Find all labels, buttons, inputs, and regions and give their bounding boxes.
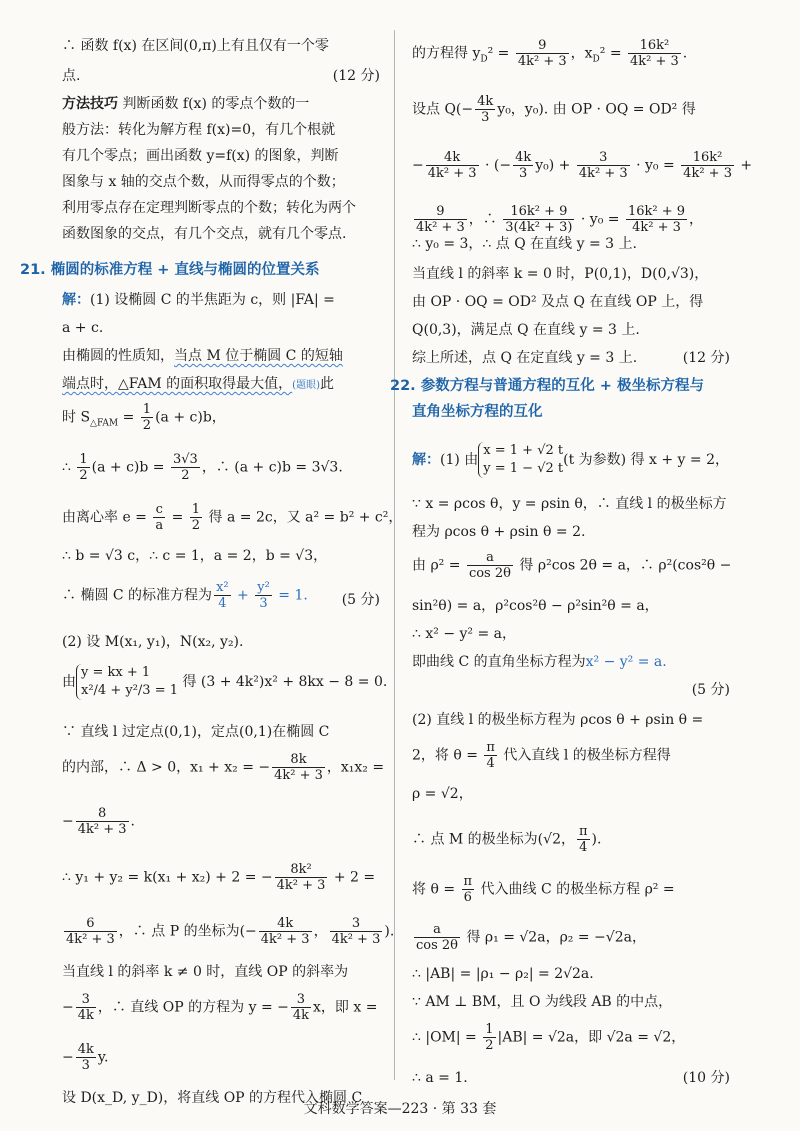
- solution-label: 解：: [62, 292, 90, 308]
- formula-line: 的内部，∴ Δ > 0，x₁ + x₂ = − $\frac{8k}{\text{4k² + 3}}$ ，x₁x₂ =: [62, 752, 385, 783]
- tip-line: 般方法：转化为解方程 f(x)=0，有几个根就: [62, 122, 336, 138]
- formula-line: 由 y = kx + 1 x²/4 + y²/3 = 1 得 (3 + 4k²)x² + 8kx − 8 = 0.: [62, 665, 388, 698]
- text-line: 由椭圆的性质知，当点 M 位于椭圆 C 的短轴: [62, 348, 343, 364]
- formula-line: 2，将 θ = $\frac{\pi}{4}$ 代入直线 l 的极坐标方程得: [412, 740, 671, 771]
- tip-line: 利用零点存在定理判断零点的个数；转化为两个: [62, 200, 356, 216]
- formula-line: (2) 直线 l 的极坐标方程为 ρcos θ + ρsin θ =: [412, 712, 704, 728]
- text-line: 点. (12 分): [62, 68, 380, 84]
- text-line: ∴ 函数 f(x) 在区间(0,π)上有且仅有一个零: [62, 38, 329, 54]
- formula-line: 即曲线 C 的直角坐标方程为x² − y² = a.: [412, 654, 667, 670]
- text-line: ∴ y₀ = 3，∴ 点 Q 在直线 y = 3 上.: [412, 236, 637, 252]
- formula-line: (2) 设 M(x₁, y₁)，N(x₂, y₂).: [62, 634, 244, 650]
- equation-system: x = 1 + √2 t y = 1 − √2 t: [478, 442, 563, 478]
- text-line: 设 D(x_D, y_D)，将直线 OP 的方程代入椭圆 C: [62, 1090, 363, 1106]
- formula-line: $\frac{a}{\cos 2\theta}$ 得 ρ₁ = √2a，ρ₂ = −√2a，: [416, 922, 646, 953]
- tip-line: 方法技巧 判断函数 f(x) 的零点个数的一: [62, 96, 310, 112]
- formula-line: 由 ρ² = $\frac{a}{\cos 2\theta}$ 得 ρ²cos 2θ = a，∴ ρ²(cos²θ −: [412, 550, 732, 581]
- text-line: ∴ a = 1. (10 分): [412, 1070, 730, 1086]
- formula-line: ∴ 椭圆 C 的标准方程为 $\frac{\text{x²}}{4}$ + $\frac{\text{y²}}{3}$ = 1. (5 分): [62, 580, 380, 611]
- score: (12 分): [332, 68, 380, 84]
- score: (12 分): [682, 350, 730, 366]
- formula-line: 解：(1) 由 x = 1 + √2 t y = 1 − √2 t (t 为参数) 得 x + y = 2，: [412, 443, 729, 476]
- text-line: ∵ x = ρcos θ，y = ρsin θ，∴ 直线 l 的极坐标方: [412, 496, 727, 512]
- tip-line: 有几个零点；画出函数 y=f(x) 的图象，判断: [62, 148, 339, 164]
- formula-line: 将 θ = $\frac{\pi}{6}$ 代入曲线 C 的极坐标方程 ρ² =: [412, 874, 675, 905]
- text-line: 程为 ρcos θ + ρsin θ = 2.: [412, 524, 586, 540]
- text-line: 当直线 l 的斜率 k = 0 时，P(0,1)，D(0,√3)，: [412, 266, 709, 282]
- text-line: a + c.: [62, 320, 104, 336]
- text-line: ∵ 直线 l 过定点(0,1)，定点(0,1)在椭圆 C: [62, 724, 330, 740]
- key-note: (题眼): [292, 380, 320, 391]
- formula-line: − $\frac{3}{4k}$ ，∴ 直线 OP 的方程为 y = − $\frac{3}{4k}$ x，即 x =: [62, 992, 378, 1023]
- question-22-heading: 22. 参数方程与普通方程的互化 + 极坐标方程与: [390, 378, 704, 394]
- equation-system: y = kx + 1 x²/4 + y²/3 = 1: [76, 664, 178, 700]
- text-line: 由 OP · OQ = OD² 及点 Q 在直线 OP 上，得: [412, 294, 704, 310]
- text-line: 综上所述，点 Q 在定直线 y = 3 上. (12 分): [412, 350, 730, 366]
- formula-line: 设点 Q(− $\frac{4k}{3}$ y₀，y₀). 由 OP · OQ = OD² 得: [412, 94, 696, 125]
- formula-line: 由离心率 e = $\frac{c}{a}$ = $\frac{1}{2}$ 得 a = 2c，又 a² = b² + c²，: [62, 502, 403, 533]
- question-22-heading: 直角坐标方程的互化: [412, 404, 543, 420]
- formula-line: $\frac{6}{\text{4k² + 3}}$ ，∴ 点 P 的坐标为(− $\frac{4k}{\text{4k² + 3}}$ ， $\frac{3}{\text{4k² + 3}}$ ).: [66, 916, 395, 947]
- tip-line: 函数图象的交点，有几个交点，就有几个零点.: [62, 226, 347, 242]
- formula-line: − $\frac{8}{\text{4k² + 3}}$ .: [62, 806, 135, 837]
- tip-label: 方法技巧: [62, 96, 118, 112]
- solution-label: 解：: [412, 452, 440, 468]
- formula-line: ∴ b = √3 c，∴ c = 1，a = 2，b = √3，: [62, 548, 328, 564]
- formula-line: 的方程得 $y_D^2$ = $\frac{9}{\text{4k² + 3}}$ ，$x_D^2$ = $\frac{\text{16k²}}{\text{4k² + 3}}$ .: [412, 38, 688, 69]
- text-line: Q(0,3)，满足点 Q 在直线 y = 3 上.: [412, 322, 640, 338]
- formula-line: ∴ |OM| = $\frac{1}{2}$ |AB| = √2a，即 √2a = √2，: [412, 1022, 686, 1053]
- text-line: ∵ AM ⊥ BM，且 O 为线段 AB 的中点，: [412, 994, 673, 1010]
- score: (5 分): [341, 592, 380, 608]
- text-line: 端点时，△FAM 的面积取得最大值，(题眼)此: [62, 376, 334, 392]
- formula-line: ∴ 点 M 的极坐标为(√2， $\frac{\pi}{4}$ ).: [412, 824, 602, 855]
- text-line: 当直线 l 的斜率 k ≠ 0 时，直线 OP 的斜率为: [62, 964, 349, 980]
- formula-line: ∴ |AB| = |ρ₁ − ρ₂| = 2√2a.: [412, 966, 594, 982]
- formula-line: $\frac{9}{\text{4k² + 3}}$ ，∴ $\frac{\text{16k² + 9}}{\text{3(4k² + 3)}}$ · y₀ = $\frac{\text{16k² + 9}}{\text{4k² + 3}}$ ，: [416, 204, 704, 235]
- formula-line: ∴ y₁ + y₂ = k(x₁ + x₂) + 2 = − $\frac{\text{8k²}}{\text{4k² + 3}}$ + 2 =: [62, 862, 376, 893]
- score: (10 分): [682, 1070, 730, 1086]
- page-footer: 文科数学答案—223 · 第 33 套: [303, 1101, 497, 1117]
- formula-line: ∴ x² − y² = a，: [412, 626, 516, 642]
- formula-line: − $\frac{4k}{\text{4k² + 3}}$ · (− $\frac{4k}{3}$ y₀) + $\frac{3}{\text{4k² + 3}}$ · y₀ = $\frac{\text{16k²}}{\text{4k² + 3}}$ +: [412, 150, 753, 181]
- formula-line: sin²θ) = a，ρ²cos²θ − ρ²sin²θ = a，: [412, 598, 659, 614]
- formula-line: − $\frac{4k}{3}$ y.: [62, 1042, 109, 1073]
- text-line: 解：(1) 设椭圆 C 的半焦距为 c，则 |FA| =: [62, 292, 335, 308]
- tip-line: 图象与 x 轴的交点个数，从而得零点的个数；: [62, 174, 345, 190]
- formula-line: ρ = √2，: [412, 786, 473, 802]
- formula-line: ∴ $\frac{1}{2}$ (a + c)b = $\frac{3√3}{2}$ ，∴ (a + c)b = 3√3.: [62, 452, 343, 483]
- formula-line: 时 $S_{\triangle FAM}$ = $\frac{1}{2}$ (a + c)b，: [62, 402, 226, 433]
- question-21-heading: 21. 椭圆的标准方程 + 直线与椭圆的位置关系: [20, 262, 320, 278]
- score: (5 分): [691, 682, 730, 698]
